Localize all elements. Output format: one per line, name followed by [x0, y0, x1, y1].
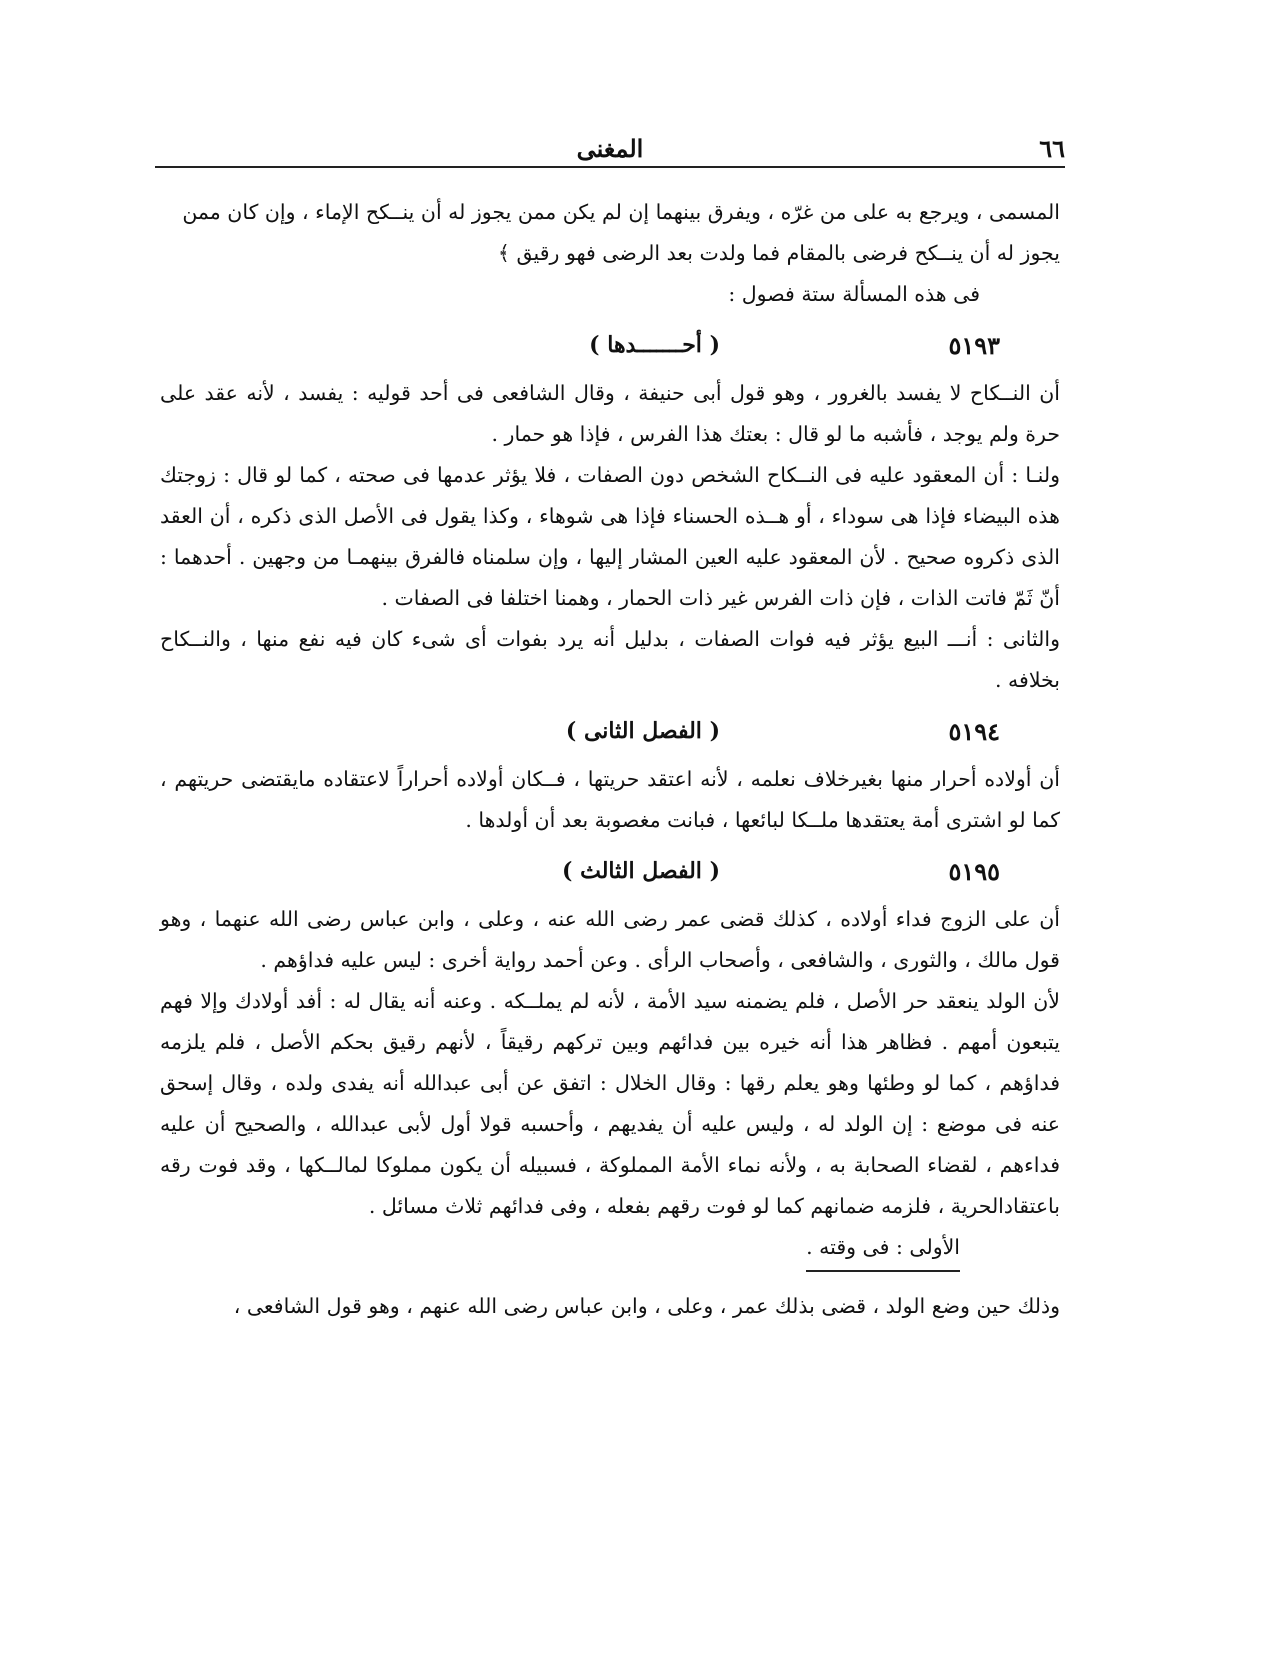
- section-heading-5193: [160, 315, 1060, 373]
- book-title: المغنى: [576, 134, 644, 163]
- paragraph: أن على الزوج فداء أولاده ، كذلك قضى عمر رضى الله عنه ، وعلى ، وابن عباس رضى الله عنهما ، وهو قول مالك ، والثورى ، والشافعى ، وأصحاب الرأى . وعن أحمد رواية أخرى : ليس عليه فداؤهم .: [160, 907, 1060, 972]
- section-title: ( الفصل الثانى ): [565, 718, 720, 744]
- section-heading-5195: [160, 841, 1060, 899]
- intro-line-3: فى هذه المسألة ستة فصول :: [728, 282, 980, 306]
- subsection-title: الأولى : فى وقته .: [806, 1227, 960, 1272]
- subsection-text: وذلك حين وضع الولد ، قضى بذلك عمر ، وعلى ، وابن عباس رضى الله عنهم ، وهو قول الشافعى ،: [233, 1294, 1060, 1318]
- intro-line-2: يجوز له أن ينــكح فرضى بالمقام فما ولدت بعد الرضى فهو رقيق ﴾: [497, 241, 1060, 265]
- paragraph: ولنـا : أن المعقود عليه فى النــكاح الشخص دون الصفات ، فلا يؤثر عدمها فى صحته ، كما لو قال : زوجتك هذه البيضاء فإذا هى سوداء ، أو هــذه الحسناء فإذا هى شوهاء ، وكذا يقول فى الأصل الذى ذكره ، أن العقد الذى ذكروه صحيح . لأن المعقود عليه العين المشار إليها ، وإن سلمناه فالفرق بينهمـا من وجهين . أحدهما : أنّ ثَمّ فاتت الذات ، فإن ذات الفرس غير ذات الحمار ، وهمنا اختلفا فى الصفات .: [160, 463, 1060, 610]
- section-heading-5194: [160, 701, 1060, 759]
- subsection: [160, 1227, 1060, 1327]
- paragraph: لأن الولد ينعقد حر الأصل ، فلم يضمنه سيد الأمة ، لأنه لم يملــكه . وعنه أنه يقال له : أفد أولادك وإلا فهم يتبعون أمهم . فظاهر هذا أنه خيره بين فدائهم وبين تركهم رقيقاً ، لأنهم رقيق بحكم الأصل ، فلم يلزمه فداؤهم ، كما لو وطئها وهو يعلم رقها : وقال الخلال : اتفق عن أبى عبدالله أنه يفدى ولده ، وقال إسحق عنه فى موضع : إن الولد له ، وليس عليه أن يفديهم ، وأحسبه قولا أول لأبى عبدالله ، والصحيح أن عليه فداءهم ، لقضاء الصحابة به ، ولأنه نماء الأمة المملوكة ، فسبيله أن يكون مملوكا لمالــكها ، وقد فوت رقه باعتقادالحرية ، فلزمه ضمانهم كما لو فوت رقهم بفعله ، وفى فدائهم ثلاث مسائل .: [160, 989, 1060, 1218]
- paragraph: أن النــكاح لا يفسد بالغرور ، وهو قول أبى حنيفة ، وقال الشافعى فى أحد قوليه : يفسد ، لأنه عقد على حرة ولم يوجد ، فأشبه ما لو قال : بعتك هذا الفرس ، فإذا هو حمار .: [160, 381, 1060, 446]
- paragraph: والثانى : أنـــ البيع يؤثر فيه فوات الصفات ، بدليل أنه يرد بفوات أى شىء كان فيه نفع منها ، والنــكاح بخلافه .: [160, 627, 1060, 692]
- paragraph: أن أولاده أحرار منها بغيرخلاف نعلمه ، لأنه اعتقد حريتها ، فــكان أولاده أحراراً لاعتقاده مايقتضى حريتهم ، كما لو اشترى أمة يعتقدها ملــكا لبائعها ، فبانت مغصوبة بعد أن أولدها .: [160, 767, 1060, 832]
- section-number: ٥١٩٥: [948, 857, 1000, 886]
- section-number: ٥١٩٤: [948, 717, 1000, 746]
- section-title: ( الفصل الثالث ): [562, 858, 720, 884]
- page-header: [155, 122, 1065, 168]
- page-number: ٦٦: [1039, 134, 1065, 163]
- section-number: ٥١٩٣: [948, 331, 1000, 360]
- page-body: [160, 192, 1060, 1327]
- section-title: ( أحـــــــدها ): [589, 332, 720, 358]
- intro-line-1: المسمى ، ويرجع به على من غرّه ، ويفرق بينهما إن لم يكن ممن يجوز له أن ينــكح الإماء ، وإن كان ممن: [182, 200, 1060, 224]
